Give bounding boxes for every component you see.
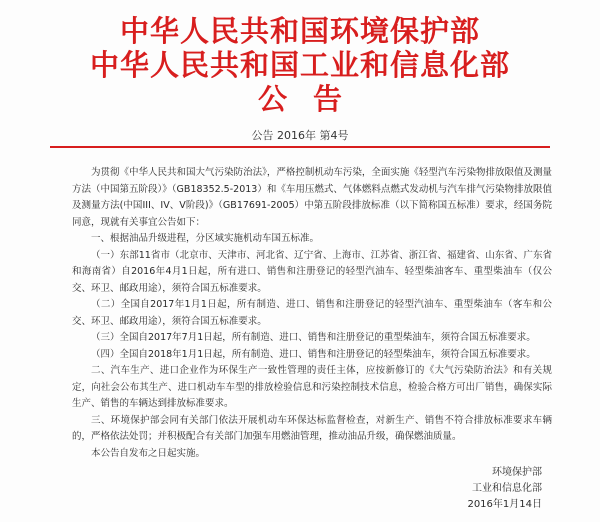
header-divider (50, 146, 550, 148)
signature-date: 2016年1月14日 (467, 499, 542, 510)
paragraph-intro: 为贯彻《中华人民共和国大气污染防治法》，严格控制机动车污染，全面实施《轻型汽车污染物排放限值及测量方法（中国第五阶段）》（GB18352.5-2013）和《车用压燃式、气体燃料点燃式发动机与汽车排气污染物排放限值及测量方法(中国III、IV、V阶段)》（GB17691-2005）中第五阶段排放标准（以下简称国五标准）要求，经国务院同意，现就有关事宜公告如下： (72, 167, 552, 228)
document-title: 公告 (257, 82, 368, 116)
paragraph-item-3: （三）全国自2017年7月1日起，所有制造、进口、销售和注册登记的重型柴油车，须符合国五标准要求。 (91, 332, 536, 343)
document-header (0, 14, 600, 116)
paragraph-section-3: 三、环境保护部会同有关部门依法开展机动车环保达标监督检查，对新生产、销售不符合排放标准要求车辆的，严格依法处罚；并积极配合有关部门加强车用燃油管理，推动油品升级，确保燃油质量。 (72, 414, 552, 442)
document-body (72, 165, 552, 462)
paragraph-item-2: （二）全国自2017年1月1日起，所有制造、进口、销售和注册登记的轻型汽油车、重型柴油车（客车和公交、环卫、邮政用途），须符合国五标准要求。 (72, 299, 552, 327)
signature-org-industry: 工业和信息化部 (472, 483, 542, 494)
paragraph-section-1: 一、根据油品升级进程，分区域实施机动车国五标准。 (91, 233, 320, 244)
paragraph-closing: 本公告自发布之日起实施。 (91, 447, 206, 459)
signature-org-environment: 环境保护部 (492, 467, 542, 478)
paragraph-item-1: （一）东部11省市（北京市、天津市、河北省、辽宁省、上海市、江苏省、浙江省、福建省、山东省、广东省和海南省）自2016年4月1日起，所有进口、销售和注册登记的轻型汽油车、轻型柴油客车、重型柴油车（仅公交、环卫、邮政用途），须符合国五标准要求。 (72, 249, 552, 294)
issuer-line-industry: 中华人民共和国工业和信息化部 (89, 48, 510, 82)
signature-block (467, 465, 542, 513)
document-number: 公告 2016年 第4号 (251, 129, 349, 142)
paragraph-section-2: 二、汽车生产、进口企业作为环保生产一致性管理的责任主体，应按新修订的《大气污染防治法》和有关规定，向社会公布其生产、进口机动车车型的排放检验信息和污染控制技术信息，检验合格方可出厂销售，确保实际生产、销售的车辆达到排放标准要求。 (72, 365, 552, 409)
issuer-line-environment: 中华人民共和国环境保护部 (119, 14, 480, 48)
paragraph-item-4: （四）全国自2018年1月1日起，所有制造、进口、销售和注册登记的轻型柴油车，须符合国五标准要求。 (91, 348, 536, 360)
